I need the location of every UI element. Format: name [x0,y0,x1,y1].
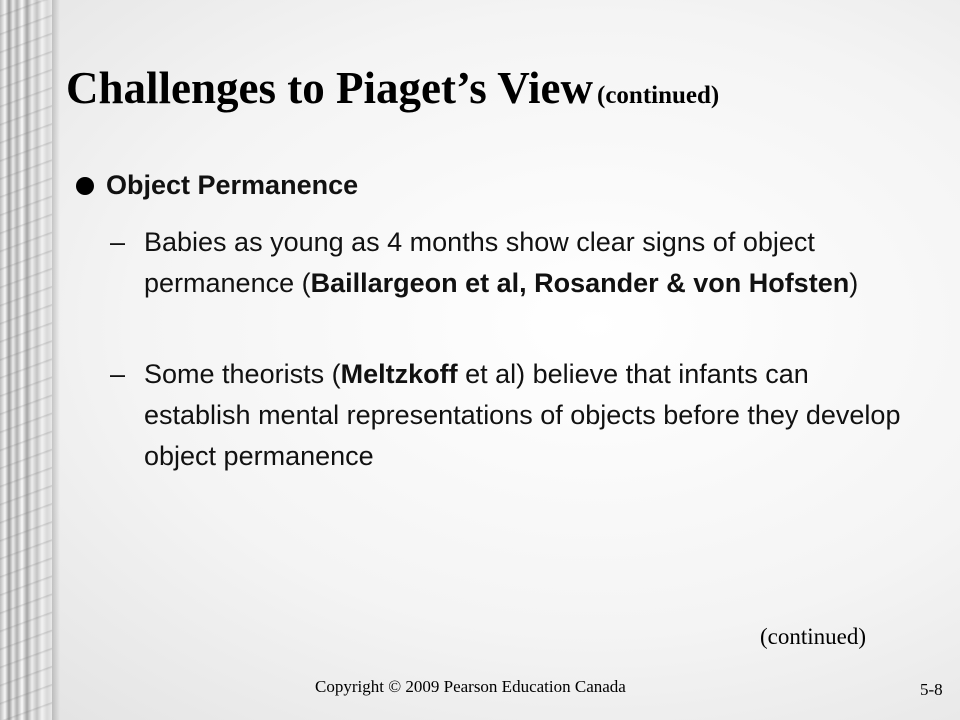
slide-title-main: Challenges to Piaget’s View [66,63,594,113]
bullet-dot-icon [76,177,94,195]
text-run: Some theorists ( [144,359,341,389]
copyright-footer: Copyright © 2009 Pearson Education Canada [315,677,626,696]
text-run: Babies as young as 4 months show clear signs of object permanence ( [144,227,815,298]
citation-bold: Meltzkoff [340,359,458,389]
slide-title [66,62,946,114]
slide-number: 5-8 [920,680,943,699]
dash-icon: – [110,359,126,389]
sub-bullet-1 [110,222,920,304]
decorative-side-bars [0,0,52,720]
dash-icon: – [110,227,126,257]
continued-label: (continued) [760,624,867,649]
bullet-item [76,170,358,201]
text-run: ) [849,268,859,298]
sub-bullet-2 [110,354,920,477]
text-run: et al) believe that infants can establish mental representations of objects before they develop object permanence [144,359,901,471]
sub-bullet-text [144,222,920,304]
citation-bold: Baillargeon et al, Rosander & von Hofsten [310,268,850,298]
side-bars-shadow [52,0,60,720]
bullet-heading: Object Permanence [106,170,359,200]
slide-title-suffix: (continued) [597,82,720,109]
sub-bullet-text [144,354,920,477]
